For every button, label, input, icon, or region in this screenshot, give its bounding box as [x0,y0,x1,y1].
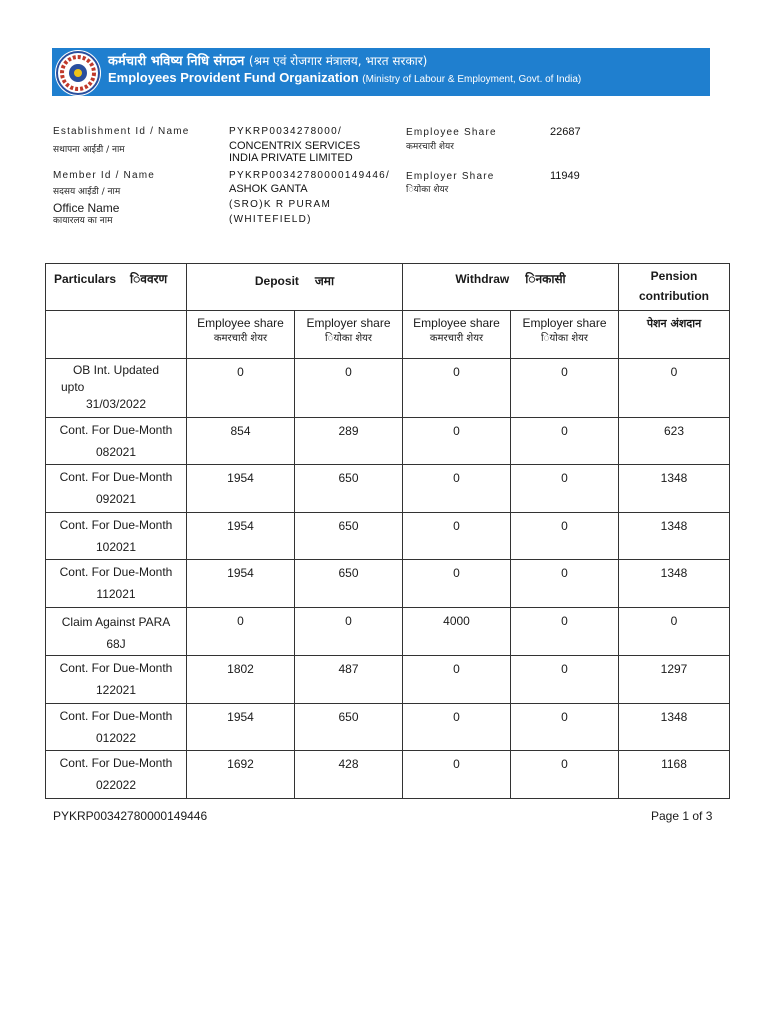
row-employer-withdraw: 0 [511,513,619,560]
deposit-employee-share-header: Employee share कमरचारी शेयर [187,311,295,359]
row-employer-withdraw: 0 [511,656,619,704]
row-employee-deposit: 1692 [187,751,295,799]
member-id: PYKRP00342780000149446/ [229,170,391,181]
row-employee-deposit: 0 [187,359,295,418]
footer-member-id: PYKRP00342780000149446 [53,809,208,823]
row-employee-deposit: 1954 [187,513,295,560]
row-employee-deposit: 854 [187,418,295,465]
table-row [46,359,730,418]
office-label-hindi: कायारलय का नाम [53,216,113,226]
row-pension: 1348 [619,513,730,560]
table-row [46,513,730,560]
office-name-line1: (SRO)K R PURAM [229,199,332,210]
row-employee-withdraw: 0 [403,465,511,513]
deposit-employer-share-header: Employer share ियोका शेयर [295,311,403,359]
member-label-hindi: सदसय आईडी / नाम [53,187,121,197]
employee-share-label: Employee Share [406,127,497,138]
employer-share-value: 11949 [550,170,580,182]
row-particulars: Cont. For Due-Month 112021 [46,560,187,608]
row-pension: 0 [619,359,730,418]
withdraw-employer-share-header: Employer share ियोका शेयर [511,311,619,359]
row-employee-withdraw: 0 [403,418,511,465]
table-row [46,465,730,513]
row-employer-withdraw: 0 [511,704,619,751]
table-row [46,418,730,465]
employee-share-value: 22687 [550,126,581,138]
row-particulars: Cont. For Due-Month 102021 [46,513,187,560]
row-employee-withdraw: 4000 [403,608,511,656]
row-employee-deposit: 0 [187,608,295,656]
row-employer-withdraw: 0 [511,465,619,513]
table-header-row [46,264,730,311]
row-pension: 623 [619,418,730,465]
row-employee-deposit: 1802 [187,656,295,704]
row-particulars: Cont. For Due-Month 122021 [46,656,187,704]
pension-hindi-header: पेशन अंशदान [619,311,730,359]
table-row [46,608,730,656]
pension-header: Pension contribution [619,264,730,311]
row-employer-withdraw: 0 [511,359,619,418]
row-employer-deposit: 650 [295,465,403,513]
table-row [46,704,730,751]
establishment-id: PYKRP0034278000/ [229,126,343,137]
row-particulars: Cont. For Due-Month 012022 [46,704,187,751]
withdraw-header: Withdraw िनकासी [403,264,619,311]
row-employee-withdraw: 0 [403,751,511,799]
epfo-logo-icon [55,50,101,96]
row-employer-withdraw: 0 [511,560,619,608]
row-employer-withdraw: 0 [511,418,619,465]
row-particulars: OB Int. Updated upto 31/03/2022 [46,359,187,418]
row-pension: 1348 [619,704,730,751]
header-hindi-title: कर्मचारी भविष्य निधि संगठन (श्रम एवं रोजगार मंत्रालय, भारत सरकार) [108,54,428,69]
table-subheader-row [46,311,730,359]
employee-share-label-hindi: कमरचारी शेयर [406,142,454,152]
particulars-header: Particulars िववरण [46,264,187,311]
withdraw-employee-share-header: Employee share कमरचारी शेयर [403,311,511,359]
establishment-label-hindi: सथापना आईडी / नाम [53,145,125,155]
row-employee-deposit: 1954 [187,465,295,513]
row-employer-deposit: 650 [295,513,403,560]
row-employer-deposit: 0 [295,359,403,418]
header-english-title: Employees Provident Fund Organization (Ministry of Labour & Employment, Govt. of India) [108,70,582,85]
subheader-blank [46,311,187,359]
row-employee-withdraw: 0 [403,513,511,560]
row-employer-withdraw: 0 [511,608,619,656]
row-pension: 1297 [619,656,730,704]
establishment-name-line2: INDIA PRIVATE LIMITED [229,152,353,164]
row-employer-deposit: 428 [295,751,403,799]
row-employer-deposit: 0 [295,608,403,656]
establishment-name-line1: CONCENTRIX SERVICES [229,140,361,152]
deposit-header: Deposit जमा [187,264,403,311]
row-employer-deposit: 650 [295,560,403,608]
row-particulars: Claim Against PARA 68J [46,608,187,656]
table-row [46,656,730,704]
row-employee-withdraw: 0 [403,704,511,751]
row-pension: 1348 [619,560,730,608]
row-employer-withdraw: 0 [511,751,619,799]
row-particulars: Cont. For Due-Month 092021 [46,465,187,513]
row-pension: 1348 [619,465,730,513]
row-employee-deposit: 1954 [187,560,295,608]
row-employee-deposit: 1954 [187,704,295,751]
employer-share-label: Employer Share [406,171,495,182]
office-name-line2: (WHITEFIELD) [229,214,312,225]
office-label: Office Name [53,201,120,215]
member-label: Member Id / Name [53,170,156,181]
table-row [46,560,730,608]
row-employee-withdraw: 0 [403,656,511,704]
establishment-label: Establishment Id / Name [53,126,190,137]
row-employee-withdraw: 0 [403,560,511,608]
row-particulars: Cont. For Due-Month 082021 [46,418,187,465]
employer-share-label-hindi: ियोका शेयर [406,185,449,195]
row-employer-deposit: 289 [295,418,403,465]
passbook-table [45,263,730,799]
row-employer-deposit: 487 [295,656,403,704]
row-particulars: Cont. For Due-Month 022022 [46,751,187,799]
row-pension: 0 [619,608,730,656]
footer-page-number: Page 1 of 3 [651,809,713,823]
row-employer-deposit: 650 [295,704,403,751]
member-name: ASHOK GANTA [229,183,308,195]
row-pension: 1168 [619,751,730,799]
row-employee-withdraw: 0 [403,359,511,418]
table-row [46,751,730,799]
